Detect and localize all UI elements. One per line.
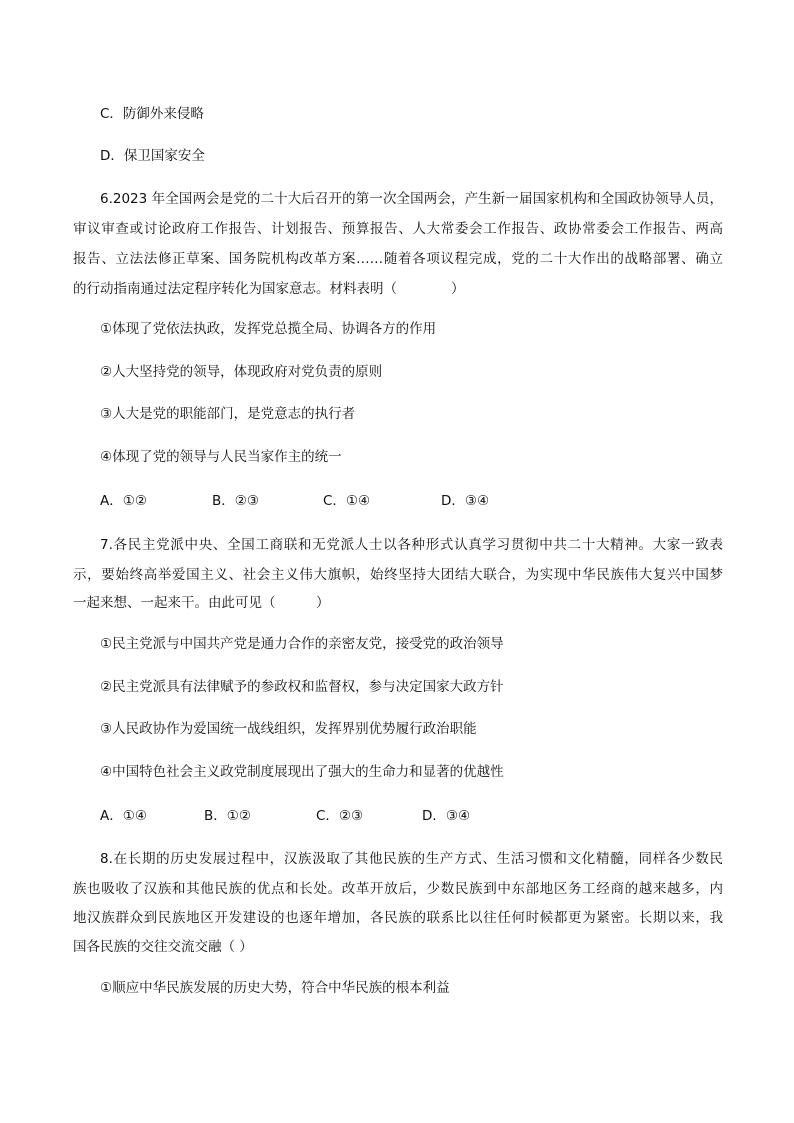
q7-stem-line-2: 示，要始终高举爱国主义、社会主义伟大旗帜，始终坚持大团结大联合，为实现中华民族伟大复兴中国梦 [73, 567, 723, 583]
q6-statement-4: ④体现了党的领导与人民当家作主的统一 [100, 449, 342, 465]
q7-option-c: C．②③ [316, 808, 364, 824]
q7-option-b: B．①② [204, 808, 251, 824]
q6-options [100, 491, 720, 511]
q7-stem-line-3: 一起来想、一起来干。由此可见（ ） [73, 595, 330, 611]
q7-options [100, 806, 720, 826]
q6-option-d: D．③④ [441, 493, 490, 509]
q6-stem-line-2: 审议审查或讨论政府工作报告、计划报告、预算报告、人大常委会工作报告、政协常委会工作报告、两高 [73, 221, 723, 237]
q6-stem-line-1: 6.2023 年全国两会是党的二十大后召开的第一次全国两会，产生新一届国家机构和全国政协领导人员， [100, 191, 723, 207]
q8-stem-line-4: 国各民族的交往交流交融（ ） [73, 939, 253, 955]
q6-option-c: C．①④ [323, 493, 371, 509]
q6-statement-1: ①体现了党依法执政，发挥党总揽全局、协调各方的作用 [100, 321, 437, 337]
q7-statement-2: ②民主党派具有法律赋予的参政权和监督权，参与决定国家大政方针 [100, 679, 504, 695]
q7-option-a: A．①④ [100, 808, 147, 824]
q7-option-d: D．③④ [422, 808, 471, 824]
q6-stem-line-4: 的行动指南通过法定程序转化为国家意志。材料表明（ ） [73, 281, 465, 297]
q7-statement-1: ①民主党派与中国共产党是通力合作的亲密友党，接受党的政治领导 [100, 636, 504, 652]
q7-stem-line-1: 7.各民主党派中央、全国工商联和无党派人士以各种形式认真学习贯彻中共二十大精神。大家一致表 [100, 537, 723, 553]
q6-option-a: A．①② [100, 493, 147, 509]
q6-option-b: B．②③ [212, 493, 259, 509]
q8-statement-1: ①顺应中华民族发展的历史大势，符合中华民族的根本利益 [100, 980, 450, 996]
q6-stem-line-3: 报告、立法法修正草案、国务院机构改革方案……随着各项议程完成，党的二十大作出的战略部署、确立 [73, 251, 723, 267]
q8-stem-line-3: 地汉族群众到民族地区开发建设的也逐年增加，各民族的联系比以往任何时候都更为紧密。长期以来，我 [73, 910, 723, 926]
q6-statement-2: ②人大坚持党的领导，体现政府对党负责的原则 [100, 364, 383, 380]
q8-stem-line-2: 族也吸收了汉族和其他民族的优点和长处。改革开放后，少数民族到中东部地区务工经商的越来越多，内 [73, 881, 723, 897]
q7-statement-3: ③人民政协作为爱国统一战线组织，发挥界别优势履行政治职能 [100, 721, 477, 737]
q5-option-c: C．防御外来侵略 [100, 106, 204, 122]
q7-statement-4: ④中国特色社会主义政党制度展现出了强大的生命力和显著的优越性 [100, 764, 504, 780]
q6-statement-3: ③人大是党的职能部门，是党意志的执行者 [100, 406, 356, 422]
q5-option-d: D．保卫国家安全 [100, 148, 205, 164]
q8-stem-line-1: 8.在长期的历史发展过程中，汉族汲取了其他民族的生产方式、生活习惯和文化精髓，同样各少数民 [100, 851, 723, 867]
